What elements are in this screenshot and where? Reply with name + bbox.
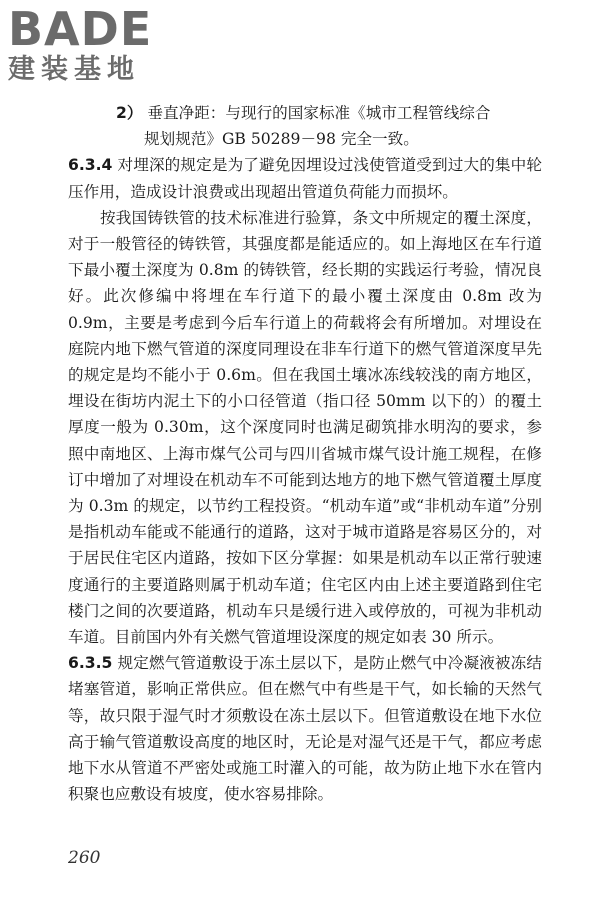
item-2-line1: 垂直净距：与现行的国家标准《城市工程管线综合 xyxy=(147,104,491,122)
section-6-3-5-paragraph xyxy=(68,650,542,807)
logo-text-en: BADE xyxy=(8,2,153,56)
section-number-6-3-5: 6.3.5 xyxy=(68,654,113,673)
page-content xyxy=(68,100,542,807)
section-6-3-5-text: 规定燃气管道敷设于冻土层以下，是防止燃气中冷凝液被冻结堵塞管道，影响正常供应。但在燃气中有些是干气，如长输的天然气等，故只限于湿气时才须敷设在冻土层以下。但管道敷设在地下水位高于输气管道敷设高度的地区时，无论是对湿气还是干气，都应考虑地下水从管道不严密处或施工时灌入的可能，故为防止地下水在管内积聚也应敷设有坡度，使水容易排除。 xyxy=(68,654,542,804)
publisher-logo xyxy=(8,2,178,90)
section-6-3-4-text: 对埋深的规定是为了避免因埋设过浅使管道受到过大的集中轮压作用，造成设计浪费或出现超出管道负荷能力而损坏。 xyxy=(68,156,542,201)
logo-text-cn: 建装基地 xyxy=(8,54,140,85)
section-6-3-4-paragraph xyxy=(68,152,542,204)
item-2-paragraph xyxy=(68,100,542,152)
item-2-line2: 规划规范》GB 50289－98 完全一致。 xyxy=(144,130,419,149)
page-number: 260 xyxy=(68,848,101,868)
section-number-6-3-4: 6.3.4 xyxy=(68,156,113,175)
item-number: 2） xyxy=(116,104,143,122)
section-6-3-4-body: 按我国铸铁管的技术标准进行验算，条文中所规定的覆土深度，对于一般管径的铸铁管，其强度都是能适应的。如上海地区在车行道下最小覆土深度为 0.8m 的铸铁管，经长期的实践运行考验，情况良好。此次修编中将埋在车行道下的最小覆土深度由 0.8m 改为 0.9m，主要是考虑到今后车行道上的荷载将会有所增加。对埋设在庭院内地下燃气管道的深度同理设在非车行道下的燃气管道深度早先的规定是均不能小于 0.6m。但在我国土壤冰冻线较浅的南方地区，埋设在街坊内泥土下的小口径管道（指口径 50mm 以下的）的覆土厚度一般为 0.30m，这个深度同时也满足砌筑排水明沟的要求，参照中南地区、上海市煤气公司与四川省城市煤气设计施工规程，在修订中增加了对埋设在机动车不可能到达地方的地下燃气管道覆土厚度为 0.3m 的规定，以节约工程投资。“机动车道”或“非机动车道”分别是指机动车能或不能通行的道路，这对于城市道路是容易区分的，对于居民住宅区内道路，按如下区分掌握：如果是机动车以正常行驶速度通行的主要道路则属于机动车道；住宅区内由上述主要道路到住宅楼门之间的次要道路，机动车只是缓行进入或停放的，可视为非机动车道。目前国内外有关燃气管道埋设深度的规定如表 30 所示。 xyxy=(68,208,542,647)
